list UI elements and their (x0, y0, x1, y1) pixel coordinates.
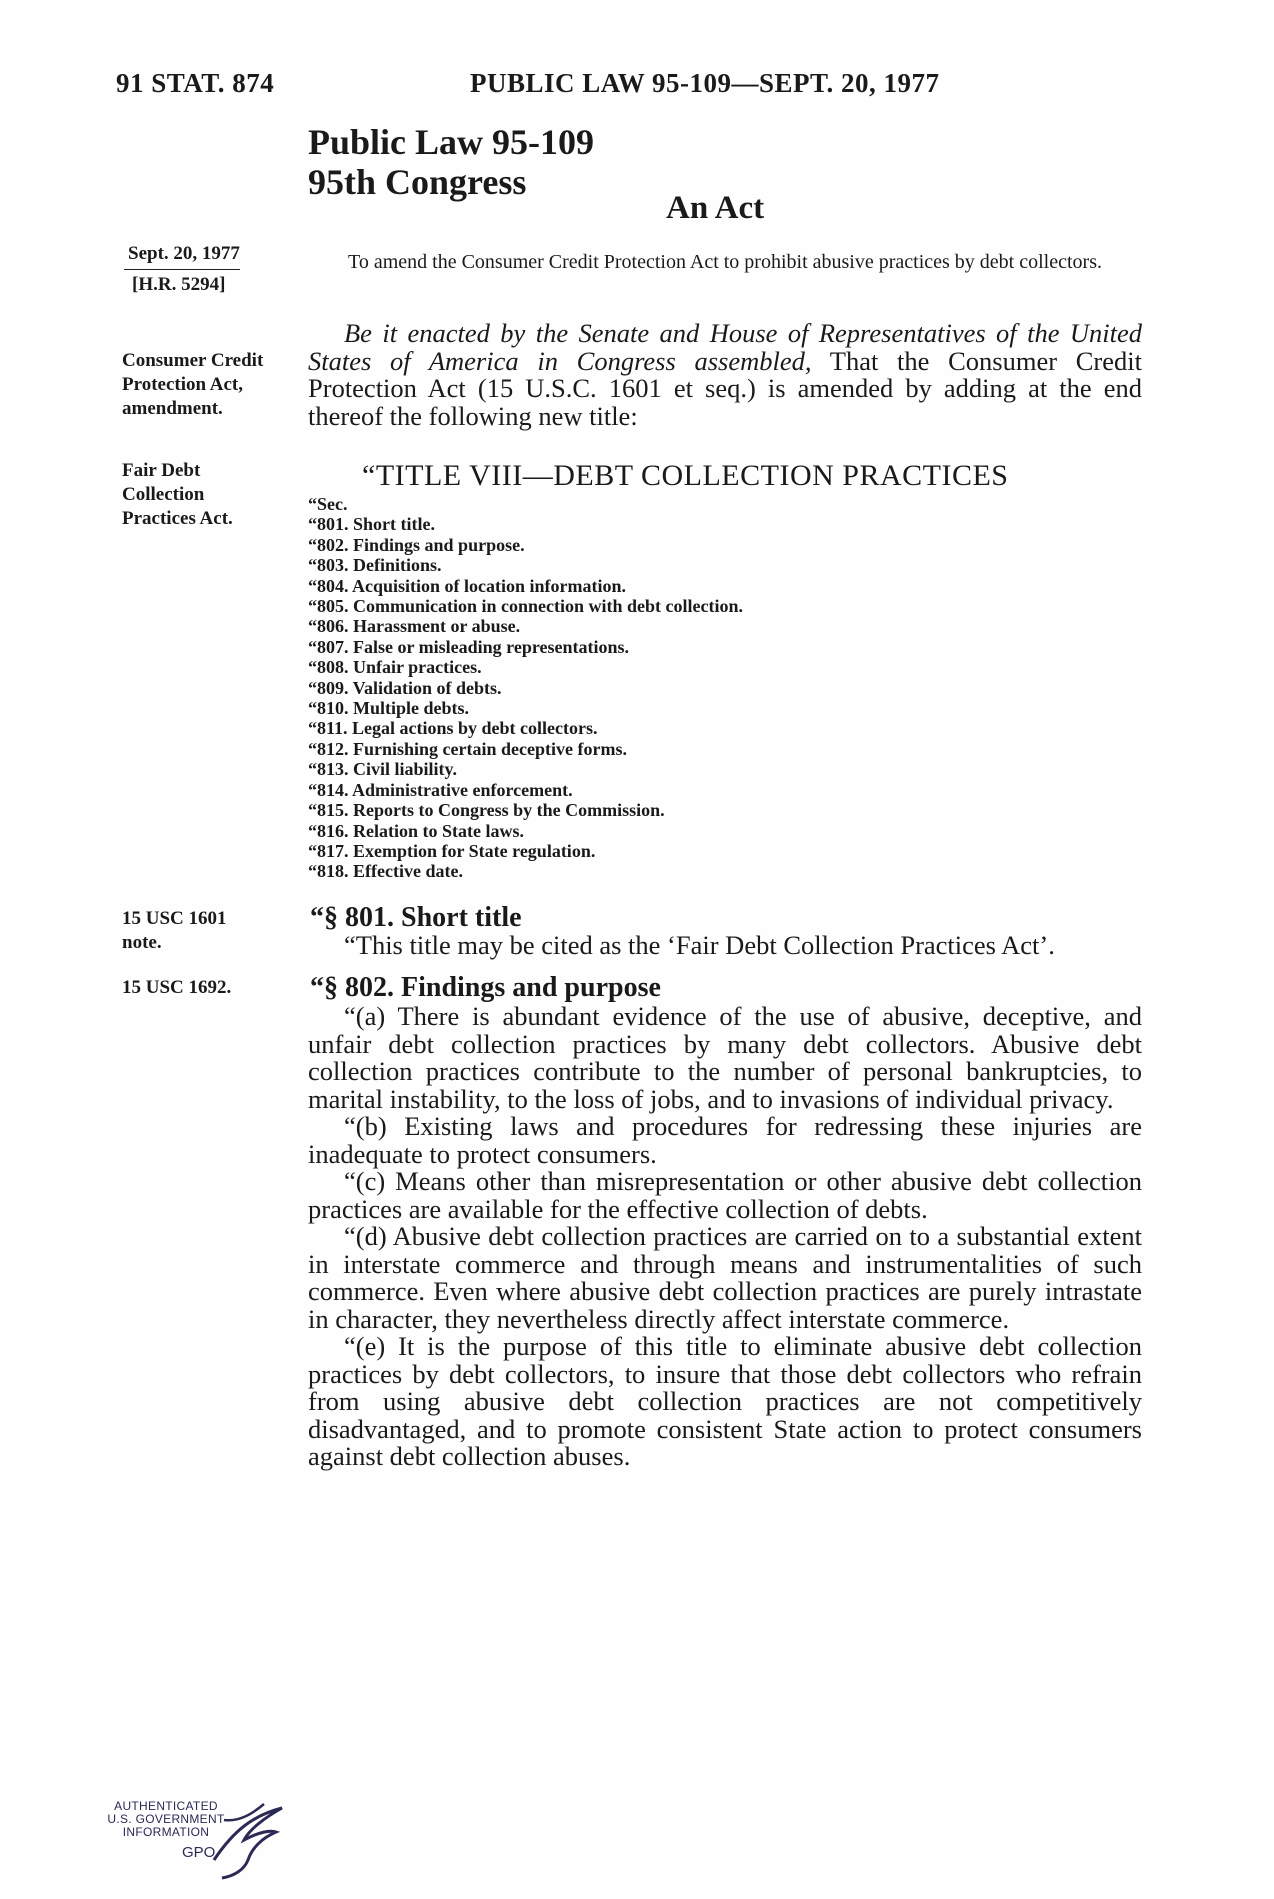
toc-entry: “811. Legal actions by debt collectors. (308, 718, 598, 739)
finding-e: “(e) It is the purpose of this title to eliminate abusive debt collection practices by debt collectors, to insure that those debt collectors who refrain from using abusive debt collection practices are not competitively disadvantaged, and to promote consistent State action to protect consumers against debt collection abuses. (308, 1331, 1142, 1471)
toc-entry: “806. Harassment or abuse. (308, 616, 521, 637)
margin-date-block (124, 243, 284, 296)
toc-entry: “816. Relation to State laws. (308, 820, 524, 841)
section-801-text: “This title may be cited as the ‘Fair Debt Collection Practices Act’. (344, 930, 1055, 960)
toc-entry: “813. Civil liability. (308, 759, 458, 780)
gpo-mark: GPO (182, 1844, 216, 1861)
toc-entry: “815. Reports to Congress by the Commission. (308, 800, 665, 821)
section-801-heading: “§ 801. Short title (310, 902, 522, 933)
toc-entry: “801. Short title. (308, 514, 435, 535)
table-of-contents (308, 494, 743, 882)
margin-note-consumer-credit: Consumer Credit Protection Act, amendment. (122, 350, 264, 419)
section-802-heading: “§ 802. Findings and purpose (310, 972, 661, 1003)
toc-entry: “805. Communication in connection with debt collection. (308, 596, 743, 617)
act-label: An Act (666, 190, 765, 226)
toc-sec-label: “Sec. (308, 494, 348, 514)
toc-entry: “808. Unfair practices. (308, 657, 482, 678)
enacting-clause-italic: Be it enacted by the Senate and House of Representatives of the United States of America in Congress assembled, (308, 318, 1142, 376)
finding-c: “(c) Means other than misrepresentation or other abusive debt collection practices are available for the effective collection of debts. (308, 1166, 1142, 1224)
enacting-clause (308, 320, 1142, 430)
toc-entry: “807. False or misleading representations. (308, 636, 629, 657)
toc-entry: “814. Administrative enforcement. (308, 779, 573, 800)
law-title-block (308, 122, 594, 202)
toc-entry: “810. Multiple debts. (308, 698, 470, 719)
margin-note-fdcpa: Fair Debt Collection Practices Act. (122, 460, 233, 529)
section-802-body (308, 1003, 1142, 1471)
toc-entry: “818. Effective date. (308, 861, 463, 882)
toc-entry: “802. Findings and purpose. (308, 534, 525, 555)
gpo-authentication-seal (106, 1800, 286, 1880)
page-reference: 91 STAT. 874 (116, 68, 275, 98)
act-purpose: To amend the Consumer Credit Protection Act to prohibit abusive practices by debt collectors. (348, 251, 1102, 273)
toc-entry: “804. Acquisition of location information. (308, 575, 627, 596)
finding-b: “(b) Existing laws and procedures for redressing these injuries are inadequate to protect consumers. (308, 1111, 1142, 1169)
margin-note-usc-1601: 15 USC 1601 note. (122, 908, 227, 953)
title-heading: “TITLE VIII—DEBT COLLECTION PRACTICES (362, 459, 1009, 492)
finding-a: “(a) There is abundant evidence of the use of abusive, deceptive, and unfair debt collection practices by many debt collectors. Abusive debt collection practices contribute to the number of personal bankruptcies, to marital instability, to the loss of jobs, and to invasions of individual privacy. (308, 1001, 1142, 1114)
congress: 95th Congress (308, 162, 527, 202)
toc-entry: “812. Furnishing certain deceptive forms. (308, 738, 627, 759)
running-title: PUBLIC LAW 95-109—SEPT. 20, 1977 (470, 68, 940, 98)
toc-entry: “817. Exemption for State regulation. (308, 840, 596, 861)
toc-entry: “809. Validation of debts. (308, 677, 502, 698)
enactment-date: Sept. 20, 1977 (124, 243, 240, 270)
seal-text: AUTHENTICATED U.S. GOVERNMENT INFORMATION (107, 1799, 225, 1839)
eagle-icon (204, 1800, 284, 1880)
margin-note-usc-1692: 15 USC 1692. (122, 977, 232, 998)
law-number: Public Law 95-109 (308, 122, 595, 162)
bill-number: [H.R. 5294] (132, 274, 226, 295)
toc-entry: “803. Definitions. (308, 555, 442, 576)
enacting-clause-text: That the Consumer Credit Protection Act (15 U.S.C. 1601 et seq.) is amended by adding at the end thereof the following new title: (308, 345, 1142, 431)
finding-d: “(d) Abusive debt collection practices are carried on to a substantial extent in interstate commerce and through means and instrumentalities of such commerce. Even where abusive debt collection practices are purely intrastate in character, they nevertheless directly affect interstate commerce. (308, 1221, 1142, 1334)
